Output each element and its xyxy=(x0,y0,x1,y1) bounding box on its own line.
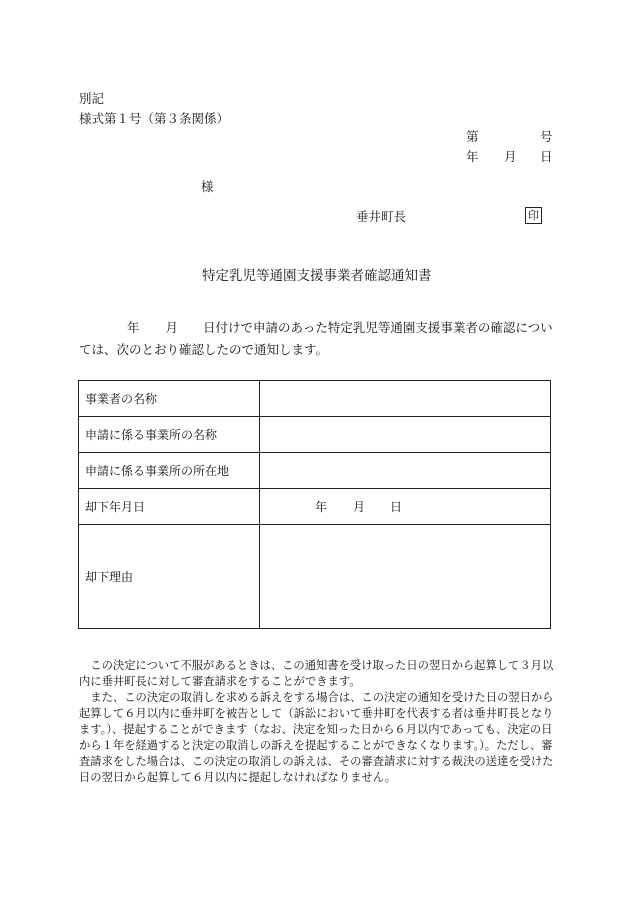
row-label-rejection-reason: 却下理由 xyxy=(79,525,260,629)
issue-date-month: 月 xyxy=(504,149,517,164)
rejection-date-month: 月 xyxy=(353,500,366,514)
issue-date-year: 年 xyxy=(466,149,479,164)
form-number: 様式第１号（第３条関係） xyxy=(79,111,230,126)
table-row xyxy=(79,381,551,417)
table-row xyxy=(79,489,551,525)
table-row xyxy=(79,417,551,453)
annex-label: 別記 xyxy=(79,91,105,106)
table-row xyxy=(79,525,551,629)
intro-paragraph xyxy=(79,317,555,361)
appeal-notice xyxy=(79,658,555,786)
addressee-suffix: 様 xyxy=(201,179,214,194)
table-row xyxy=(79,453,551,489)
row-label-office-name: 申請に係る事業所の名称 xyxy=(79,417,260,453)
doc-number-suffix: 号 xyxy=(540,129,553,144)
document-title: 特定乳児等通園支援事業者確認通知書 xyxy=(202,268,432,284)
application-info-table xyxy=(78,380,551,629)
row-label-office-address: 申請に係る事業所の所在地 xyxy=(79,453,260,489)
rejection-date-day: 日 xyxy=(390,500,403,514)
intro-text-line1: 日付けで申請のあった特定乳児等通園支援事業者の確認につい xyxy=(203,320,553,335)
row-value-office-name xyxy=(260,417,551,453)
seal-mark: 印 xyxy=(525,207,542,224)
sender-name: 垂井町長 xyxy=(356,209,407,224)
doc-number-prefix: 第 xyxy=(466,129,479,144)
row-label-business-name: 事業者の名称 xyxy=(79,381,260,417)
row-value-rejection-date xyxy=(260,489,551,525)
row-value-business-name xyxy=(260,381,551,417)
intro-year: 年 xyxy=(127,320,140,335)
rejection-date-year: 年 xyxy=(315,500,328,514)
row-label-rejection-date: 却下年月日 xyxy=(79,489,260,525)
issue-date-day: 日 xyxy=(540,149,553,164)
appeal-notice-paragraph-1: この決定について不服があるときは、この通知書を受け取った日の翌日から起算して３月以内に垂井町長に対して審査請求をすることができます。 xyxy=(79,659,554,688)
intro-text-line2: ては、次のとおり確認したので通知します。 xyxy=(79,342,329,357)
intro-month: 月 xyxy=(165,320,179,335)
row-value-rejection-reason xyxy=(260,525,551,629)
appeal-notice-paragraph-2: また、この決定の取消しを求める訴えをする場合は、この決定の通知を受けた日の翌日から起算して６月以内に垂井町を被告として（訴訟において垂井町を代表する者は垂井町長となります。）、提起することができます（なお、決定を知った日から６月以内であっても、決定の日から１年を経過すると決定の取消しの訴えを提起することができなくなります。）。ただし、審査請求をした場合は、この決定の取消しの訴えは、その審査請求に対する裁決の送達を受けた日の翌日から起算して６月以内に提起しなければなりません。 xyxy=(79,691,554,784)
row-value-office-address xyxy=(260,453,551,489)
